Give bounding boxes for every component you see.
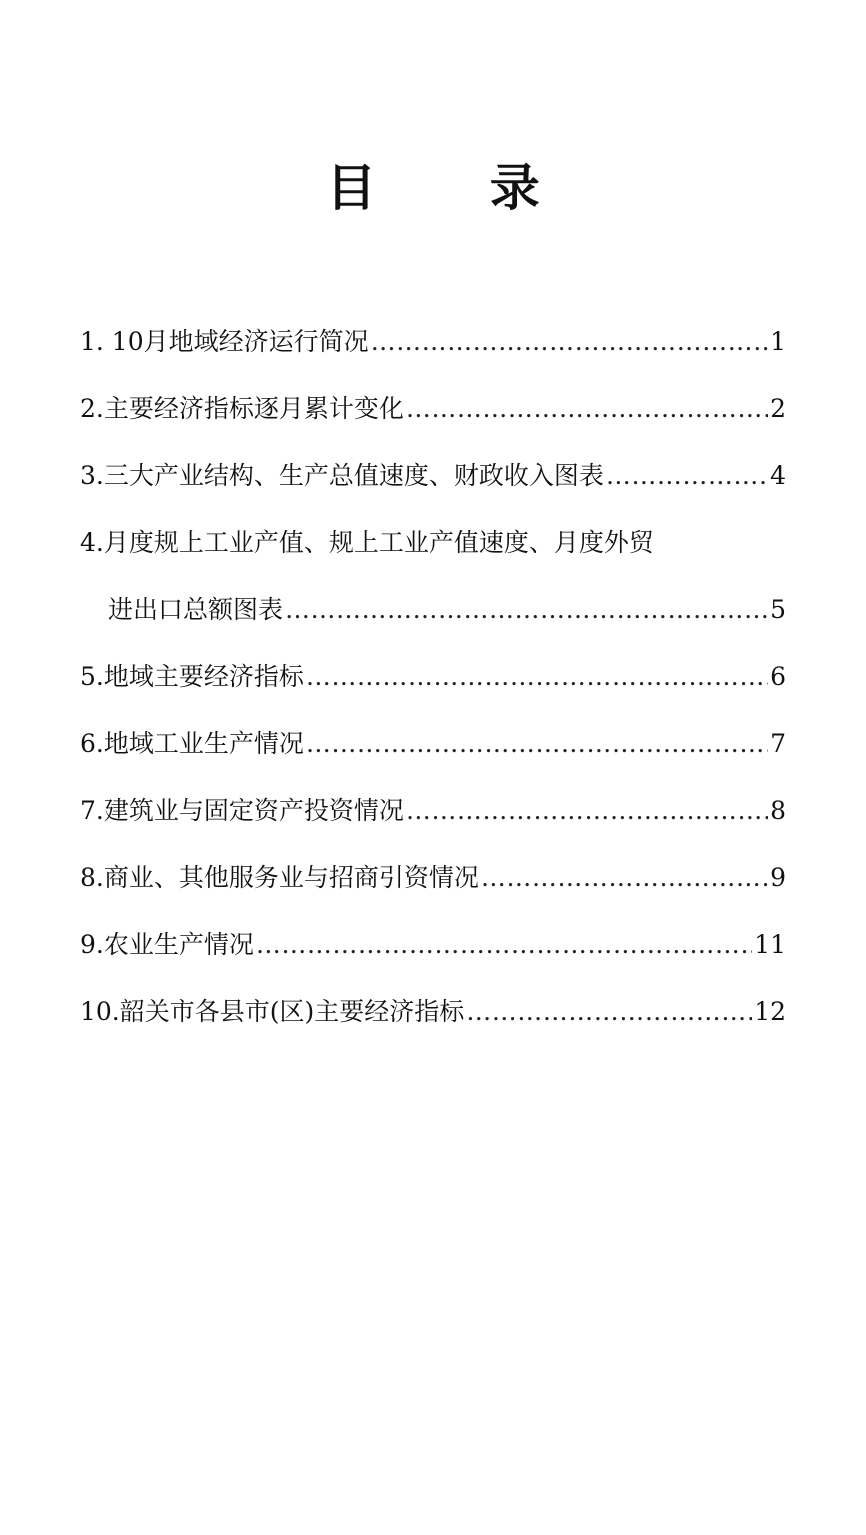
toc-entry-text: 4.月度规上工业产值、规上工业产值速度、月度外贸 (80, 528, 654, 557)
toc-page-number: 7 (770, 729, 786, 758)
toc-page-number: 2 (770, 394, 786, 423)
toc-page-number: 9 (770, 863, 786, 892)
toc-leader-dots (481, 844, 768, 911)
toc-entry-text: 进出口总额图表 (108, 595, 284, 624)
toc-leader-dots (606, 442, 768, 509)
toc-entry-text: 8.商业、其他服务业与招商引资情况 (80, 863, 479, 892)
toc-page-number: 4 (770, 461, 786, 490)
toc-entry-3 (80, 442, 786, 509)
toc-entry-text: 9.农业生产情况 (80, 930, 254, 959)
toc-leader-dots (406, 777, 768, 844)
toc-entry-7 (80, 777, 786, 844)
toc-entry-4 (80, 509, 786, 576)
toc-leader-dots (371, 308, 768, 375)
toc-entry-text: 5.地域主要经济指标 (80, 662, 304, 691)
toc-entry-4-continued (80, 576, 786, 643)
toc-entry-text: 2.主要经济指标逐月累计变化 (80, 394, 404, 423)
table-of-contents (80, 308, 786, 1045)
toc-leader-dots (285, 576, 768, 643)
page-title: 目 录 (326, 158, 588, 217)
toc-leader-dots (406, 375, 768, 442)
toc-page-number: 6 (770, 662, 786, 691)
toc-leader-dots (256, 911, 752, 978)
toc-entry-8 (80, 844, 786, 911)
toc-entry-5 (80, 643, 786, 710)
toc-entry-2 (80, 375, 786, 442)
toc-entry-text: 3.三大产业结构、生产总值速度、财政收入图表 (80, 461, 604, 490)
toc-page-number: 1 (770, 327, 786, 356)
toc-entry-text: 7.建筑业与固定资产投资情况 (80, 796, 404, 825)
toc-leader-dots (306, 643, 768, 710)
toc-leader-dots (466, 978, 752, 1045)
toc-entry-text: 10.韶关市各县市(区)主要经济指标 (80, 997, 465, 1026)
toc-entry-1 (80, 308, 786, 375)
toc-entry-text: 6.地域工业生产情况 (80, 729, 304, 758)
toc-entry-6 (80, 710, 786, 777)
toc-leader-dots (306, 710, 768, 777)
toc-entry-9 (80, 911, 786, 978)
toc-page-number: 12 (754, 997, 786, 1026)
toc-page-number: 5 (770, 595, 786, 624)
toc-entry-10 (80, 978, 786, 1045)
toc-page-number: 8 (770, 796, 786, 825)
toc-page-number: 11 (754, 930, 786, 959)
toc-entry-text: 1. 10月地域经济运行简况 (80, 327, 369, 356)
